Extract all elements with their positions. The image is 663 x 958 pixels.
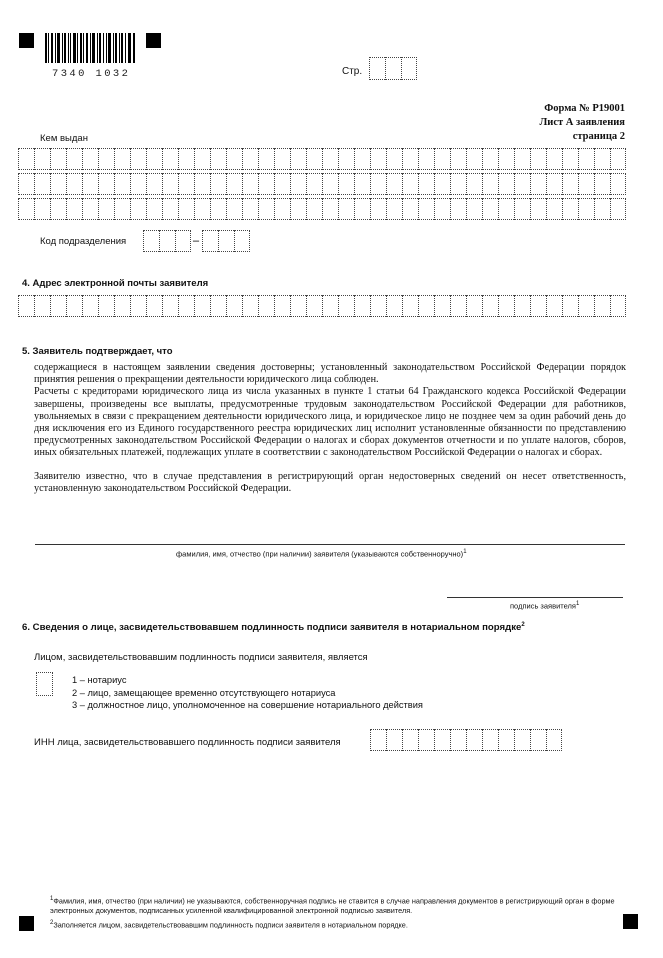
page-number-label: Стр. bbox=[342, 66, 363, 77]
sheet-page: страница 2 bbox=[572, 131, 625, 142]
option-acting-notary: 2 – лицо, замещающее временно отсутствующего нотариуса bbox=[72, 687, 336, 698]
applicant-signature-caption: подпись заявителя$^1$ bbox=[510, 601, 580, 611]
section-4-title: 4. Адрес электронной почты заявителя bbox=[22, 278, 209, 289]
section-6-title: 6. Сведения о лице, засвидетельствовавшем подлинность подписи заявителя в нотариальном порядке$^2$ bbox=[22, 622, 525, 634]
page-number-field[interactable] bbox=[369, 57, 417, 80]
division-code-part1[interactable] bbox=[143, 230, 191, 252]
division-code-part2[interactable] bbox=[202, 230, 250, 252]
issued-by-row-1[interactable] bbox=[18, 148, 626, 170]
section-5-text bbox=[34, 362, 626, 495]
section-5-title: 5. Заявитель подтверждает, что bbox=[22, 346, 173, 357]
division-code-label: Код подразделения bbox=[40, 236, 127, 247]
issued-by-label: Кем выдан bbox=[40, 133, 88, 144]
form-number: Форма № Р19001 bbox=[544, 103, 625, 114]
corner-marker-bottom-left bbox=[19, 916, 34, 931]
section-5-paragraph-3: Заявителю известно, что в случае представления в регистрирующий орган недостоверных сведений он несет ответственность, установленную законодательством Российской Федерации. bbox=[34, 470, 626, 494]
footnote-2: $^2$Заполняется лицом, засвидетельствовавшим подлинность подписи заявителя в нотариальном порядке. bbox=[50, 920, 408, 930]
email-row[interactable] bbox=[18, 295, 626, 317]
issued-by-row-3[interactable] bbox=[18, 198, 626, 220]
corner-marker-top-left bbox=[19, 33, 34, 48]
footnote-1: $^1$Фамилия, имя, отчество (при наличии) не указываются, собственноручная подпись не ставится в случае направления документов в регистрирующий орган в форме электронных документов, подписанных усиленной квалифицированной электронной подписью заявителя. bbox=[50, 896, 615, 915]
inn-label: ИНН лица, засвидетельствовавшего подлинность подписи заявителя bbox=[34, 737, 341, 748]
form-header bbox=[539, 102, 625, 144]
applicant-signature-line[interactable] bbox=[447, 597, 623, 598]
option-official: 3 – должностное лицо, уполномоченное на совершение нотариального действия bbox=[72, 700, 423, 710]
applicant-name-line[interactable] bbox=[35, 544, 625, 545]
division-code-separator: – bbox=[193, 233, 199, 247]
barcode-number: 7340 1032 bbox=[52, 68, 131, 80]
notary-type-field[interactable] bbox=[36, 672, 53, 696]
section-6-intro: Лицом, засвидетельствовавшим подлинность подписи заявителя, является bbox=[34, 652, 368, 663]
option-notary: 1 – нотариус bbox=[72, 675, 127, 685]
sheet-label: Лист А заявления bbox=[539, 117, 625, 128]
barcode bbox=[45, 33, 135, 63]
corner-marker-top-right bbox=[146, 33, 161, 48]
section-5-paragraph-2: Расчеты с кредиторами юридического лица из числа указанных в пункте 1 статьи 64 Гражданского кодекса Российской Федерации завершены, произведены все выплаты, предусмотренные трудовым законодательством Российской Федерации для работников, увольняемых в связи с прекращением деятельности юридического лица, и юридическое лицо не позднее чем за один рабочий день до дня исключения его из Единого государственного реестра юридических лиц исполнит установленные обязанности по представлению предусмотренных законодательством Российской Федерации о налогах и сборах документов отчетности и по уплате налогов, сборов, иных обязательных платежей, подлежащих уплате в соответствии с законодательством Российской Федерации о налогах и сборах. bbox=[34, 386, 626, 459]
applicant-name-caption: фамилия, имя, отчество (при наличии) заявителя (указываются собственноручно)$^1$ bbox=[176, 549, 467, 559]
issued-by-row-2[interactable] bbox=[18, 173, 626, 195]
notary-type-options bbox=[72, 674, 423, 712]
inn-cells[interactable] bbox=[370, 729, 562, 751]
section-5-paragraph-1: содержащиеся в настоящем заявлении сведения достоверны; установленный законодательством Российской Федерации порядок принятия решения о прекращении деятельности юридического лица соблюден. bbox=[34, 362, 626, 386]
